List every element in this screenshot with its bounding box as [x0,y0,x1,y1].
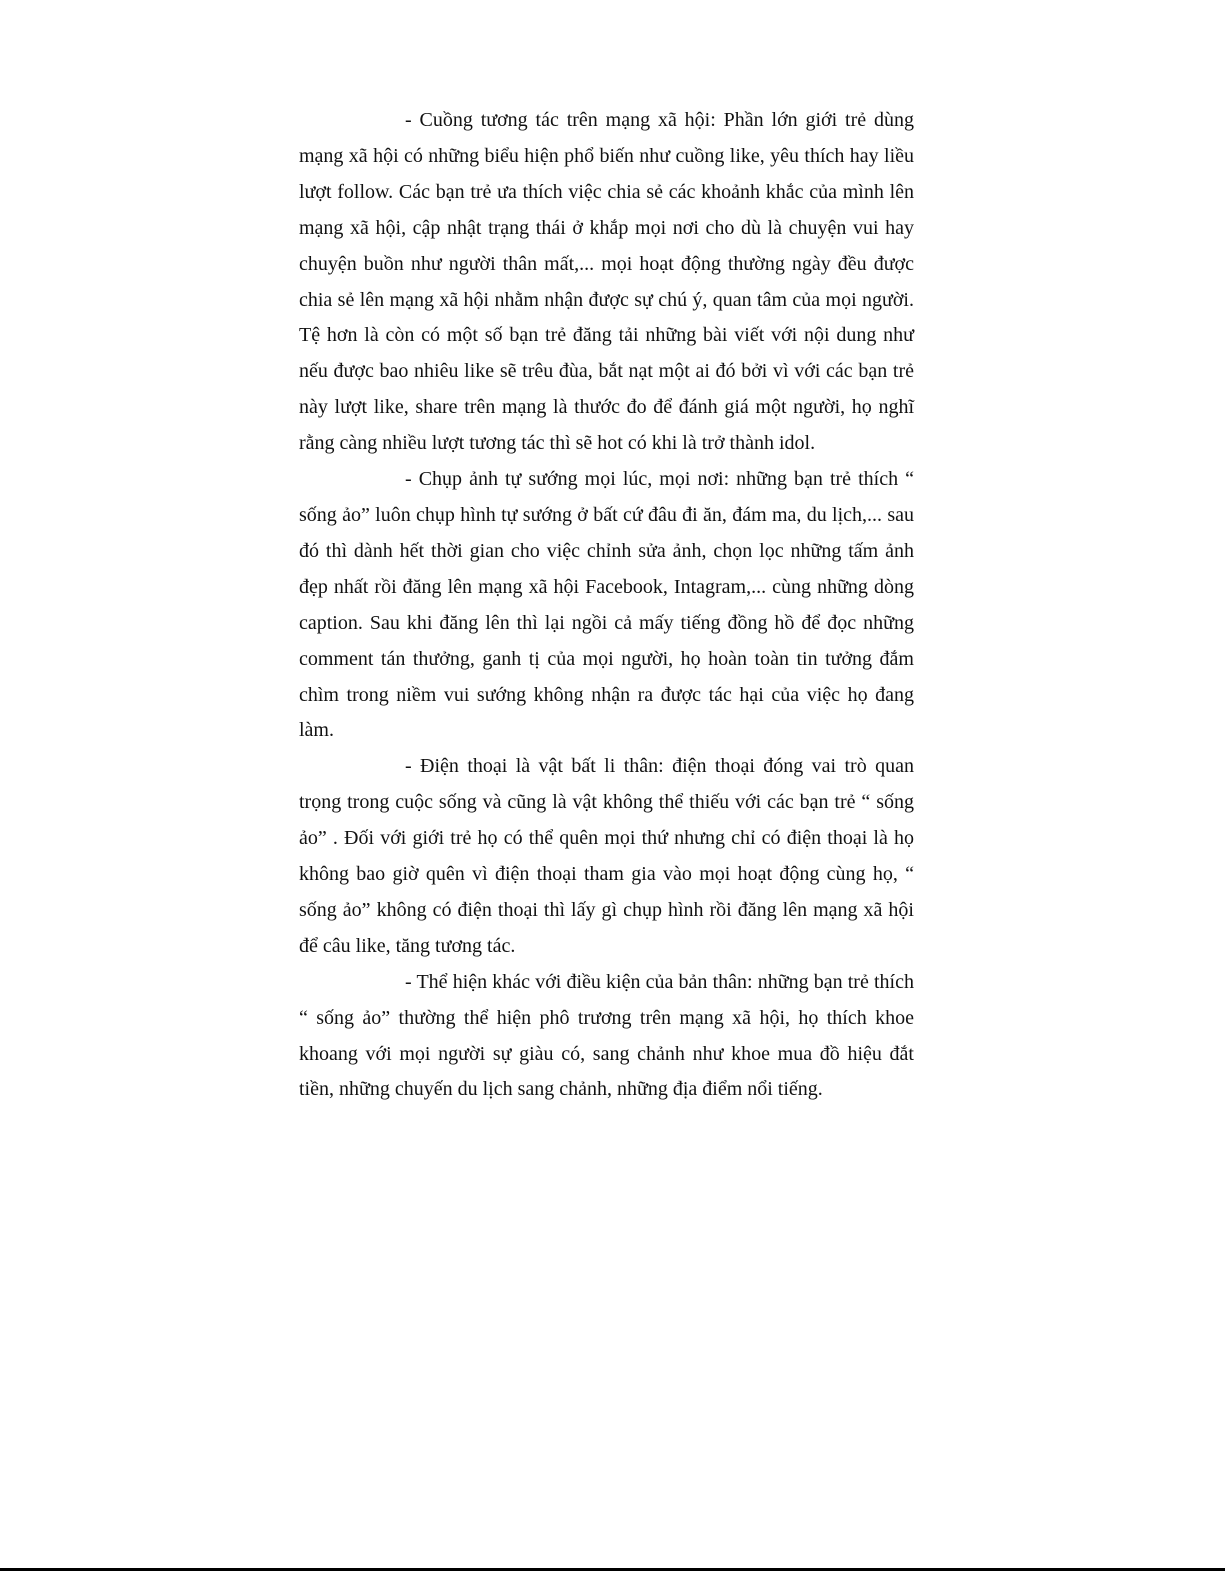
page-bottom-border [0,1568,1225,1571]
paragraph-show-off: - Thể hiện khác với điều kiện của bản thân: những bạn trẻ thích “ sống ảo” thường thể hiện phô trương trên mạng xã hội, họ thích khoe khoang với mọi người sự giàu có, sang chảnh như khoe mua đồ hiệu đắt tiền, những chuyến du lịch sang chảnh, những địa điểm nổi tiếng. [299,970,914,1101]
body-text [299,103,914,1108]
paragraph-social-interaction: - Cuồng tương tác trên mạng xã hội: Phần lớn giới trẻ dùng mạng xã hội có những biểu hiện phổ biến như cuồng like, yêu thích hay liều lượt follow. Các bạn trẻ ưa thích việc chia sẻ các khoảnh khắc của mình lên mạng xã hội, cập nhật trạng thái ở khắp mọi nơi cho dù là chuyện vui hay chuyện buồn như người thân mất,... mọi hoạt động thường ngày đều được chia sẻ lên mạng xã hội nhằm nhận được sự chú ý, quan tâm của mọi người. Tệ hơn là còn có một số bạn trẻ đăng tải những bài viết với nội dung như nếu được bao nhiêu like sẽ trêu đùa, bắt nạt một ai đó bởi vì với các bạn trẻ này lượt like, share trên mạng là thước đo để đánh giá một người, họ nghĩ rằng càng nhiều lượt tương tác thì sẽ hot có khi là trở thành idol. [299,109,914,455]
paragraph-phone: - Điện thoại là vật bất li thân: điện thoại đóng vai trò quan trọng trong cuộc sống và cũng là vật không thể thiếu với các bạn trẻ “ sống ảo” . Đối với giới trẻ họ có thể quên mọi thứ nhưng chỉ có điện thoại là họ không bao giờ quên vì điện thoại tham gia vào mọi hoạt động cùng họ, “ sống ảo” không có điện thoại thì lấy gì chụp hình rồi đăng lên mạng xã hội để câu like, tăng tương tác. [299,755,914,957]
paragraph-selfie: - Chụp ảnh tự sướng mọi lúc, mọi nơi: những bạn trẻ thích “ sống ảo” luôn chụp hình tự sướng ở bất cứ đâu đi ăn, đám ma, du lịch,... sau đó thì dành hết thời gian cho việc chỉnh sửa ảnh, chọn lọc những tấm ảnh đẹp nhất rồi đăng lên mạng xã hội Facebook, Intagram,... cùng những dòng caption. Sau khi đăng lên thì lại ngồi cả mấy tiếng đồng hồ để đọc những comment tán thưởng, ganh tị của mọi người, họ hoàn toàn tin tưởng đắm chìm trong niềm vui sướng không nhận ra được tác hại của việc họ đang làm. [299,468,914,742]
